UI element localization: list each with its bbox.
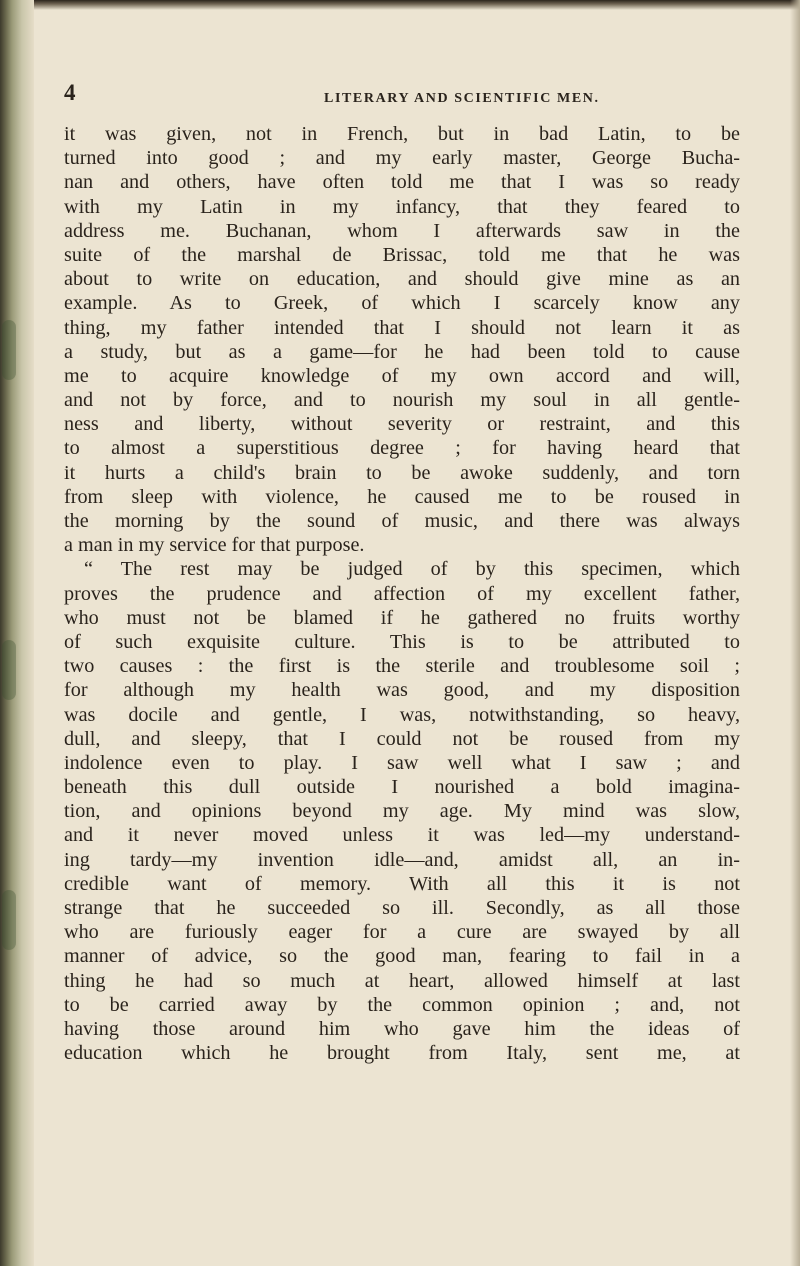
- text-line: “ The rest may be judged of by this specimen, which: [84, 558, 740, 581]
- book-page: [64, 80, 754, 1065]
- page-header: [64, 80, 754, 110]
- text-line: it was given, not in French, but in bad Latin, to be: [64, 123, 740, 145]
- text-line: ness and liberty, without severity or restraint, and this: [64, 413, 740, 436]
- text-line: who must not be blamed if he gathered no fruits worthy: [64, 606, 740, 629]
- text-line: a man in my service for that purpose.: [64, 534, 365, 557]
- text-line: for although my health was good, and my disposition: [64, 679, 740, 702]
- text-line: turned into good ; and my early master, George Bucha-: [64, 147, 740, 170]
- text-line: from sleep with violence, he caused me to be roused in: [64, 485, 740, 508]
- gutter-stain: [2, 320, 16, 380]
- text-line: about to write on education, and should give mine as an: [64, 268, 740, 291]
- text-line: tion, and opinions beyond my age. My mind was slow,: [64, 800, 740, 823]
- text-line: me to acquire knowledge of my own accord and will,: [64, 364, 740, 387]
- text-line: credible want of memory. With all this it is not: [64, 872, 740, 895]
- text-line: indolence even to play. I saw well what I saw ; and: [64, 751, 740, 774]
- gutter-stain: [2, 640, 16, 700]
- text-line: with my Latin in my infancy, that they feared to: [64, 195, 740, 218]
- text-line: and not by force, and to nourish my soul in all gentle-: [64, 389, 740, 412]
- text-line: ing tardy—my invention idle—and, amidst all, an in-: [64, 848, 740, 871]
- text-line: was docile and gentle, I was, notwithstanding, so heavy,: [64, 703, 740, 726]
- running-head: LITERARY AND SCIENTIFIC MEN.: [324, 91, 600, 106]
- text-line: suite of the marshal de Brissac, told me that he was: [64, 243, 740, 266]
- text-line: who are furiously eager for a cure are swayed by all: [64, 921, 740, 944]
- text-line: and it never moved unless it was led—my understand-: [64, 824, 740, 847]
- text-line: a study, but as a game—for he had been told to cause: [64, 340, 740, 363]
- gutter-stain: [2, 890, 16, 950]
- page-number: 4: [64, 80, 76, 105]
- text-line: dull, and sleepy, that I could not be roused from my: [64, 727, 740, 750]
- text-line: strange that he succeeded so ill. Secondly, as all those: [64, 897, 740, 919]
- text-line: example. As to Greek, of which I scarcely know any: [64, 292, 740, 315]
- book-gutter: [0, 0, 34, 1266]
- text-line: the morning by the sound of music, and there was always: [64, 510, 740, 532]
- text-line: thing he had so much at heart, allowed himself at last: [64, 969, 740, 992]
- text-line: proves the prudence and affection of my excellent father,: [64, 582, 740, 605]
- body-text: [64, 122, 754, 1065]
- text-line: thing, my father intended that I should not learn it as: [64, 316, 740, 339]
- text-line: manner of advice, so the good man, fearing to fail in a: [64, 945, 740, 968]
- text-line: it hurts a child's brain to be awoke suddenly, and torn: [64, 461, 740, 484]
- text-line: nan and others, have often told me that I was so ready: [64, 171, 740, 194]
- text-line: two causes : the first is the sterile and troublesome soil ;: [64, 655, 740, 678]
- page-right-edge: [790, 0, 800, 1266]
- text-line: to almost a superstitious degree ; for having heard that: [64, 437, 740, 460]
- text-line: education which he brought from Italy, sent me, at: [64, 1042, 740, 1065]
- text-line: address me. Buchanan, whom I afterwards saw in the: [64, 219, 740, 242]
- text-line: having those around him who gave him the ideas of: [64, 1017, 740, 1040]
- text-line: of such exquisite culture. This is to be attributed to: [64, 630, 740, 653]
- text-line: to be carried away by the common opinion ; and, not: [64, 993, 740, 1016]
- text-line: beneath this dull outside I nourished a bold imagina-: [64, 776, 740, 799]
- page-top-shadow: [0, 0, 800, 10]
